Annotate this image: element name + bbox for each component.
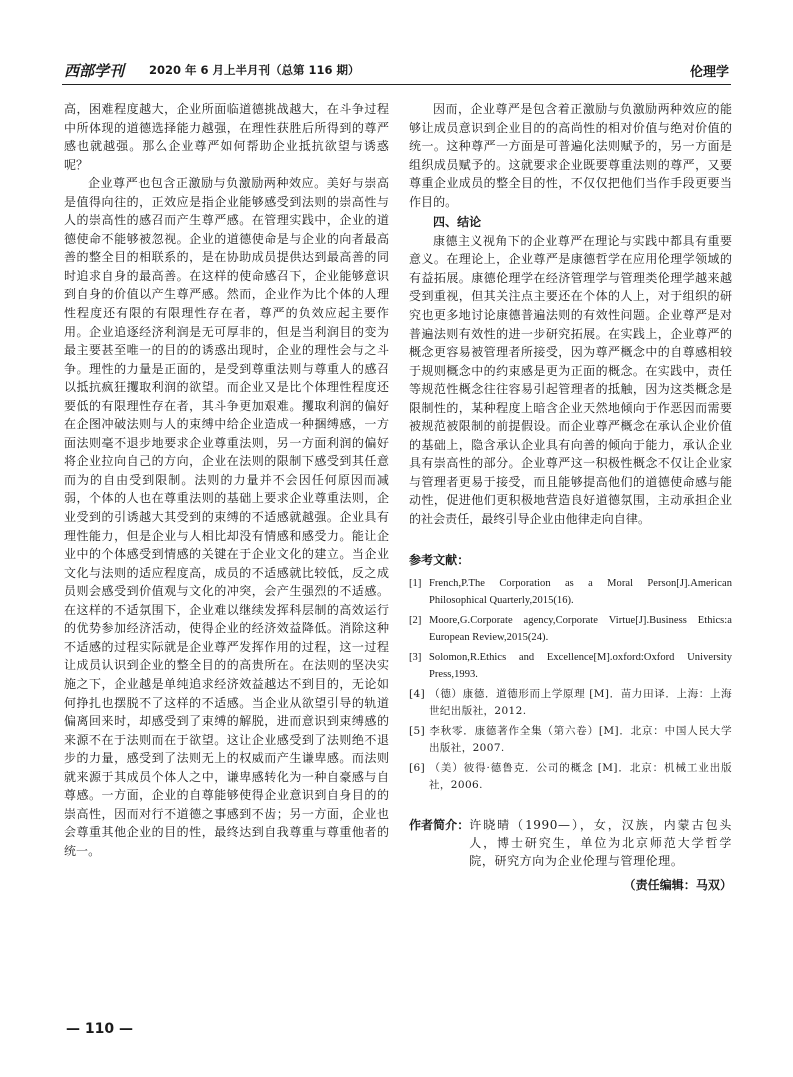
reference-item (409, 686, 732, 720)
references-title: 参考文献： (409, 552, 470, 567)
reference-text: Solomon,R.Ethics and Excellence[M].oxford:Oxford University Press,1993. (429, 652, 732, 681)
author-note (409, 816, 732, 870)
reference-text: （德）康德．道德形而上学原理 [M]．苗力田译．上海：上海世纪出版社，2012. (429, 688, 732, 718)
reference-number: [3] (409, 652, 422, 664)
paragraph: 因而，企业尊严是包含着正激励与负激励两种效应的能够让成员意识到企业目的的高尚性的相对价值与绝对价值的统一。这种尊严一方面是可普遍化法则赋予的，另一方面是组织成员赋予的。这就要求企业既要尊重法则的尊严，又要尊重企业成员的整全目的性，不仅仅把他们当作手段更要当作目的。 (409, 102, 732, 209)
paragraph: 高，困难程度越大，企业所面临道德挑战越大，在斗争过程中所体现的道德选择能力越强，在理性获胜后所得到的尊严感也就越强。那么企业尊严如何帮助企业抵抗欲望与诱惑呢？ (64, 102, 389, 172)
reference-number: [6] (409, 762, 426, 775)
reference-item (409, 649, 732, 683)
issue-info: 2020 年 6 月上半月刊（总第 116 期） (149, 63, 360, 77)
reference-number: [1] (409, 578, 422, 590)
reference-list (409, 575, 732, 794)
reference-number: [2] (409, 615, 422, 627)
responsible-editor: （责任编辑：马双） (623, 878, 732, 893)
reference-text: French,P.The Corporation as a Moral Person[J].American Philosophical Quarterly,2015(16). (429, 578, 732, 607)
page-header (62, 54, 731, 85)
author-bio: 许晓晴（1990—），女，汉族，内蒙古包头人，博士研究生，单位为北京师范大学哲学院，研究方向为企业伦理与管理伦理。 (469, 818, 732, 869)
section-heading: 四、结论 (433, 215, 482, 230)
reference-item (409, 723, 732, 757)
reference-item (409, 760, 732, 794)
reference-text: 李秋零．康德著作全集（第六卷）[M]．北京：中国人民大学出版社，2007. (429, 725, 732, 755)
left-column (64, 100, 389, 860)
page-number: — 110 — (66, 1021, 133, 1037)
section-name: 伦理学 (689, 65, 729, 80)
right-column (409, 100, 732, 895)
paragraph: 企业尊严也包含正激励与负激励两种效应。美好与崇高是值得向往的，正效应是指企业能够感受到法则的崇高性与人的崇高性的感召而产生尊严感。在管理实践中，企业的道德使命不能够被忽视。企业的道德使命是与企业的向者最高善的整全目的相联系的，是在协助成员提供达到最高善的同时追求自身的最高善。在这样的使命感召下，企业能够意识到自身的价值以产生尊严感。然而，企业作为比个体的人理性程度还有限的有限理性存在者，尊严的负效应起主要作用。企业追逐经济利润是无可厚非的，但是当利润目的变为最主要甚至唯一的目的的诱惑出现时，企业的理性会与之斗争。理性的力量是正面的，是受到尊重法则与尊重人的感召以抵抗疯狂攫取利润的欲望。而企业又是比个体理性程度还要低的有限理性存在者，其斗争更加艰难。攫取利润的偏好在企图冲破法则与人的束缚中给企业造成一种捆缚感，一方面法则毫不退步地要求企业尊重法则，另一方面利润的偏好将企业拉向自己的方向，企业在法则的限制下感受到其任意而为的自由受到限制。法则的力量并不会因任何原因而减弱，个体的人也在尊重法则的基础上要求企业尊重法则，企业受到的引诱越大其受到的束缚的不适感就越强。企业具有理性能力，但是企业与人相比却没有情感和感受力。能让企业中的个体感受到情感的关键在于企业文化的建立。当企业文化与法则的适应程度高，成员的不适感就比较低，反之成员则会感受到价值观与文化的冲突，会产生强烈的不适感。在这样的不适氛围下，企业难以继续发挥科层制的高效运行的优势参加经济活动，使得企业的经济效益降低。消除这种不适感的过程实际就是企业尊严发挥作用的过程，这一过程让成员认识到企业的整全目的的高贵所在。在法则的坚决实施之下，企业越是单纯追求经济效益越达不到目的，无论如何挣扎也摆脱不了这样的不适感。当企业从欲望引导的轨道偏离回来时，却感受到了束缚的解脱，进而意识到束缚感的来源不在于法则而在于欲望。这让企业感受到了法则绝不退步的力量，感受到了法则无上的权威而产生谦卑感。而法则就来源于其成员个体人之中，谦卑感转化为一种自豪感与自尊感。一方面，企业的自尊能够使得企业意识到自身目的的崇高性，因而对行不道德之事感到不齿；另一方面，企业也会尊重其他企业的目的性，最终达到自我尊重与尊重他者的统一。 (64, 176, 389, 858)
paragraph: 康德主义视角下的企业尊严在理论与实践中都具有重要意义。在理论上，企业尊严是康德哲学在应用伦理学领域的有益拓展。康德伦理学在经济管理学与管理类伦理学越来越受到重视，但其关注点主要还在个体的人上，对于组织的研究也更多地讨论康德普遍法则的有效性问题。企业尊严是对普遍法则有效性的进一步研究拓展。在实践上，企业尊严的概念更容易被管理者所接受，因为尊严概念中的自尊感相较于规则概念中的约束感是更为正面的概念。在实践中，责任等规范性概念往往容易引起管理者的抵触，因为这类概念是限制性的，某种程度上暗含企业天然地倾向于作恶因而需要被规范被限制的前提假设。而企业尊严概念在承认企业价值的基础上，隐含承认企业具有向善的倾向于能力，承认企业具有崇高性的部分。企业尊严这一积极性概念不仅让企业家与管理者更易于接受，而且能够提高他们的道德使命感与能动性，促进他们更积极地营造良好道德氛围，主动承担企业的社会责任，最终引导企业由他律走向自律。 (409, 233, 732, 527)
reference-text: Moore,G.Corporate agency,Corporate Virtue[J].Business Ethics:a European Review,2015(24). (429, 615, 732, 644)
reference-number: [5] (409, 725, 426, 738)
author-label: 作者简介： (409, 818, 470, 833)
reference-text: （美）彼得·德鲁克．公司的概念 [M]．北京：机械工业出版社，2006. (429, 762, 732, 792)
journal-logo: 西部学刊 (64, 62, 125, 80)
reference-number: [4] (409, 688, 426, 701)
reference-item (409, 575, 732, 609)
reference-item (409, 612, 732, 646)
